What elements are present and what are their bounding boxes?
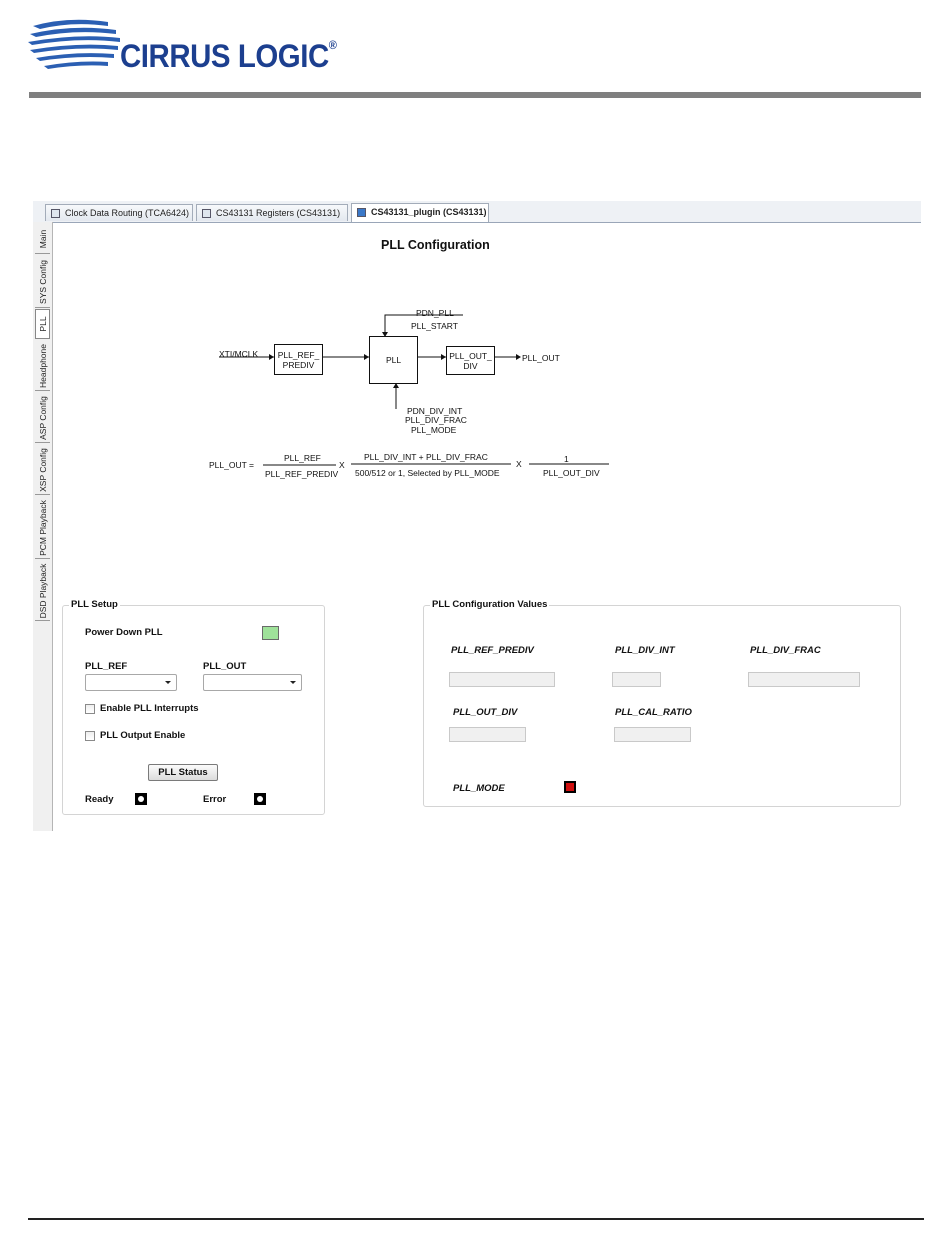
chevron-down-icon xyxy=(290,681,296,684)
ref-prediv-label: PLL_REF_PREDIV xyxy=(451,645,534,656)
out-div-value xyxy=(449,727,526,742)
sidebar-item-xsp-config[interactable]: XSP Config xyxy=(35,445,50,495)
pll-values-group xyxy=(423,599,901,807)
bottom-signal-label: PLL_MODE xyxy=(411,425,457,435)
sidebar-item-dsd-playback[interactable]: DSD Playback xyxy=(35,561,50,621)
prediv-block: PLL_REF_ PREDIV xyxy=(274,344,323,375)
input-signal-label: XTI/MCLK xyxy=(219,349,259,359)
pll-out-select[interactable] xyxy=(203,674,302,691)
formula-denominator: PLL_REF_PREDIV xyxy=(265,469,339,479)
error-label: Error xyxy=(203,794,227,805)
sidebar-item-sys-config[interactable]: SYS Config xyxy=(35,256,50,308)
div-frac-value xyxy=(748,672,860,687)
output-enable-checkbox[interactable] xyxy=(85,731,95,741)
formula-times: X xyxy=(516,459,522,469)
power-down-label: Power Down PLL xyxy=(85,627,163,638)
formula-numerator: 1 xyxy=(564,454,569,464)
sidebar-item-pll[interactable]: PLL xyxy=(35,309,50,339)
sidebar-item-headphone[interactable]: Headphone xyxy=(35,341,50,391)
ref-prediv-value xyxy=(449,672,555,687)
pll-setup-group xyxy=(62,599,325,815)
formula-denominator: PLL_OUT_DIV xyxy=(543,468,600,478)
sidebar-item-pcm-playback[interactable]: PCM Playback xyxy=(35,497,50,559)
brand-name: CIRRUS LOGIC® xyxy=(120,38,337,74)
pll-out-label: PLL_OUT xyxy=(203,661,247,672)
top-signal-label: PDN_PLL xyxy=(416,308,454,318)
pll-ref-label: PLL_REF xyxy=(85,661,128,672)
sidebar-item-main[interactable]: Main xyxy=(35,224,50,254)
pll-status-button[interactable]: PLL Status xyxy=(148,764,218,781)
pll-mode-label: PLL_MODE xyxy=(453,783,505,794)
bottom-signal-label: PLL_DIV_FRAC xyxy=(405,415,467,425)
top-signal-label: PLL_START xyxy=(411,321,458,331)
page-title: PLL Configuration xyxy=(381,238,490,252)
tab-label: Clock Data Routing (TCA6424) xyxy=(65,208,190,218)
formula-denominator: 500/512 or 1, Selected by PLL_MODE xyxy=(355,468,500,478)
out-div-label: PLL_OUT_DIV xyxy=(453,707,518,718)
formula-times: X xyxy=(339,460,345,470)
formula-numerator: PLL_REF xyxy=(284,453,321,463)
output-signal-label: PLL_OUT xyxy=(522,353,560,363)
ready-indicator xyxy=(135,793,147,805)
chevron-down-icon xyxy=(165,681,171,684)
error-indicator xyxy=(254,793,266,805)
group-title: PLL Configuration Values xyxy=(432,599,548,610)
pll-mode-indicator xyxy=(564,781,576,793)
header-rule xyxy=(29,92,921,98)
enable-interrupts-label: Enable PLL Interrupts xyxy=(100,703,199,714)
ready-label: Ready xyxy=(85,794,114,805)
app-window xyxy=(33,201,921,831)
group-title: PLL Setup xyxy=(71,599,118,610)
formula-lhs: PLL_OUT = xyxy=(209,460,254,470)
power-down-indicator[interactable] xyxy=(262,626,279,640)
div-int-value xyxy=(612,672,661,687)
output-enable-label: PLL Output Enable xyxy=(100,730,186,741)
outdiv-block: PLL_OUT_ DIV xyxy=(446,346,495,375)
formula-numerator: PLL_DIV_INT + PLL_DIV_FRAC xyxy=(364,452,488,462)
pll-ref-select[interactable] xyxy=(85,674,177,691)
footer-rule xyxy=(28,1218,924,1220)
bottom-signal-label: PDN_DIV_INT xyxy=(407,406,463,416)
tab-label: CS43131_plugin (CS43131) xyxy=(371,207,487,217)
tab-label: CS43131 Registers (CS43131) xyxy=(216,208,341,218)
sidebar-item-asp-config[interactable]: ASP Config xyxy=(35,393,50,443)
div-int-label: PLL_DIV_INT xyxy=(615,645,675,656)
div-frac-label: PLL_DIV_FRAC xyxy=(750,645,821,656)
enable-interrupts-checkbox[interactable] xyxy=(85,704,95,714)
pll-block: PLL xyxy=(369,336,418,384)
cal-ratio-value xyxy=(614,727,691,742)
cal-ratio-label: PLL_CAL_RATIO xyxy=(615,707,692,718)
